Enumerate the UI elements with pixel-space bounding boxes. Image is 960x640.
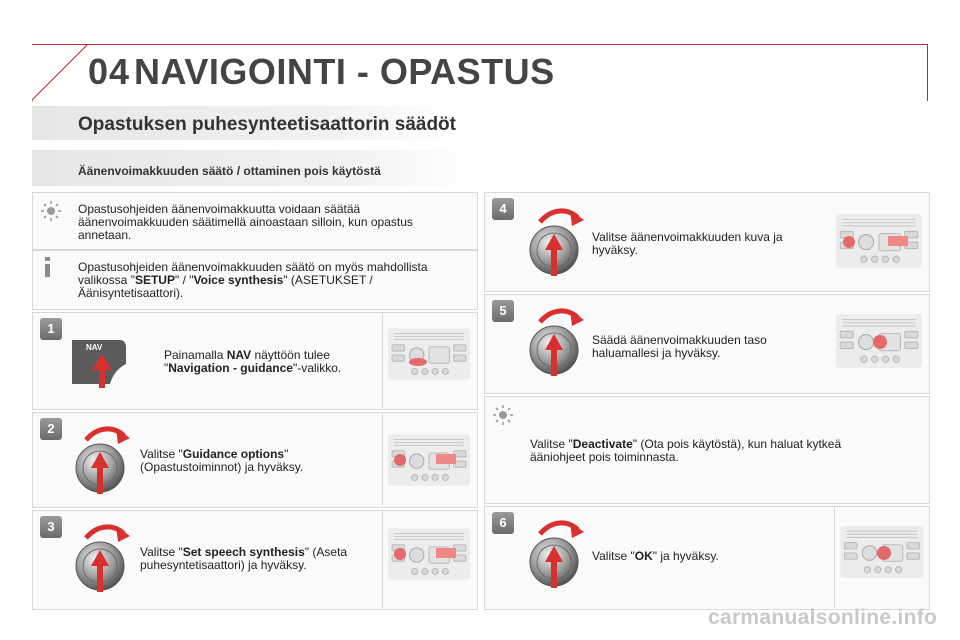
- subsection-title: Äänenvoimakkuuden säätö / ottaminen pois käytöstä: [78, 164, 381, 178]
- nav-button-label: NAV: [86, 343, 103, 352]
- step-divider: [834, 506, 835, 608]
- radio-panel-illustration: [388, 434, 470, 486]
- step-number-badge: 2: [40, 418, 62, 440]
- chapter-number: 04: [88, 51, 131, 92]
- step-number-badge: 5: [492, 300, 514, 322]
- tip-text-bold: Deactivate: [572, 437, 633, 451]
- radio-panel-illustration: [836, 214, 922, 268]
- watermark: carmanualsonline.info: [708, 606, 938, 629]
- step-number-badge: 6: [492, 512, 514, 534]
- step-text-part: Valitse ": [140, 545, 183, 559]
- step-number-badge: 3: [40, 516, 62, 538]
- step-divider: [382, 510, 383, 608]
- info-text-bold: SETUP: [134, 273, 175, 287]
- step-text-part: " (Opastustoiminnot) ja hyväksy.: [140, 447, 304, 474]
- step-text-5: Säädä äänenvoimakkuuden taso haluamallesi ja hyväksy.: [592, 333, 767, 360]
- tip-text-2: [530, 438, 860, 464]
- step-text-part: Valitse ": [140, 447, 183, 461]
- section-title: Opastuksen puhesynteetisaattorin säädöt: [78, 114, 456, 135]
- radio-panel-illustration: [388, 528, 470, 580]
- step-text-bold: Set speech synthesis: [182, 545, 305, 559]
- step-divider: [382, 312, 383, 408]
- chapter-corner-decoration: [32, 44, 92, 102]
- step-text-part: Painamalla: [164, 348, 227, 362]
- radio-panel-illustration: [388, 328, 470, 380]
- step-text-6: [592, 550, 812, 563]
- info-text-part: " / ": [174, 273, 194, 287]
- step-text-bold: Guidance options: [182, 447, 285, 461]
- step-text-bold: Navigation - guidance: [168, 361, 293, 375]
- step-text-part: " (Aseta puhesyntetisaattori) ja hyväksy.: [140, 545, 348, 572]
- info-text-part: Opastusohjeiden äänenvoimakkuuden säätö on myös mahdollista valikossa ": [78, 260, 428, 287]
- rotary-knob-icon: [526, 518, 588, 590]
- step-text-4: Valitse äänenvoimakkuuden kuva ja hyväksy.: [592, 230, 783, 257]
- tip-text-part: Valitse ": [530, 437, 573, 451]
- info-icon: [40, 256, 56, 278]
- info-text-bold: Voice synthesis: [193, 273, 284, 287]
- step-text-3: [140, 546, 372, 572]
- step-text-part: näyttöön tulee ": [164, 348, 330, 375]
- lightbulb-icon: [492, 404, 514, 426]
- rotary-knob-icon: [526, 206, 588, 278]
- step-text-1: [164, 349, 374, 375]
- step-text-2: [140, 448, 370, 474]
- step-number-badge: 4: [492, 198, 514, 220]
- step-text-part: " ja hyväksy.: [652, 549, 719, 563]
- step-divider: [382, 412, 383, 506]
- tip-text-part: " (Ota pois käytöstä), kun haluat kytkeä ääniohjeet pois toiminnasta.: [530, 437, 842, 464]
- step-number-badge: 1: [40, 318, 62, 340]
- tip-text: Opastusohjeiden äänenvoimakkuutta voidaan säätää äänenvoimakkuuden säätimellä ainoastaan silloin, kun opastus annetaan.: [78, 202, 413, 242]
- info-text-part: " (ASETUKSET / Äänisyntetisaattori).: [78, 273, 373, 300]
- step-text-bold: NAV: [226, 348, 252, 362]
- step-text-bold: OK: [634, 549, 653, 563]
- step-text-part: Valitse ": [592, 549, 635, 563]
- rotary-knob-icon: [526, 306, 588, 378]
- info-text: [78, 261, 468, 300]
- lightbulb-icon: [40, 200, 62, 222]
- step-text-part: "-valikko.: [292, 361, 342, 375]
- chapter-title: NAVIGOINTI - OPASTUS: [134, 51, 555, 92]
- radio-panel-illustration: [840, 526, 924, 578]
- rotary-knob-icon: [72, 522, 134, 594]
- rotary-knob-icon: [72, 424, 134, 496]
- radio-panel-illustration: [836, 314, 922, 368]
